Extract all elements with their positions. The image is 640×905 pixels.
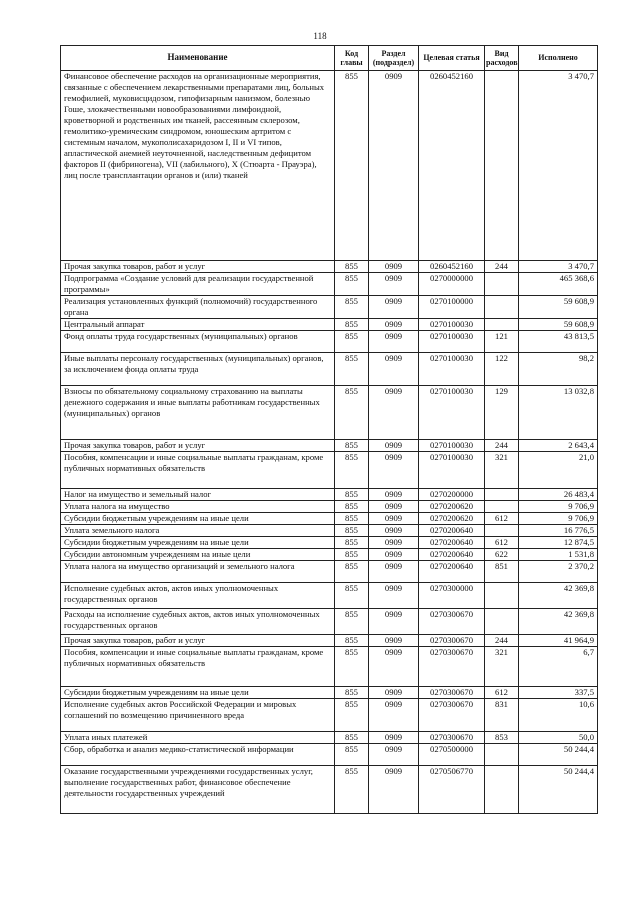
table-row (61, 261, 598, 273)
row-target-article-cell: 0270300670 (419, 635, 485, 647)
row-target-article-cell: 0260452160 (419, 261, 485, 273)
row-chapter-code-cell: 855 (335, 583, 369, 609)
row-executed-amount-cell: 98,2 (519, 353, 598, 386)
row-executed-amount-cell: 12 874,5 (519, 537, 598, 549)
row-section-cell: 0909 (369, 501, 419, 513)
row-expense-type-cell (485, 501, 519, 513)
row-target-article-cell: 0270100000 (419, 296, 485, 319)
row-chapter-code-cell: 855 (335, 766, 369, 814)
row-executed-amount-cell: 59 608,9 (519, 319, 598, 331)
table-row (61, 501, 598, 513)
row-chapter-code-cell: 855 (335, 635, 369, 647)
row-executed-amount-cell: 1 531,8 (519, 549, 598, 561)
row-name-cell: Прочая закупка товаров, работ и услуг (61, 261, 335, 273)
row-name-cell: Пособия, компенсации и иные социальные выплаты гражданам, кроме публичных нормативных обязательств (61, 452, 335, 489)
column-header-target-article: Целевая статья (419, 46, 485, 71)
row-target-article-cell: 0270300670 (419, 609, 485, 635)
row-section-cell: 0909 (369, 687, 419, 699)
table-row (61, 766, 598, 814)
row-chapter-code-cell: 855 (335, 609, 369, 635)
table-row (61, 273, 598, 296)
row-executed-amount-cell: 2 370,2 (519, 561, 598, 583)
row-executed-amount-cell: 3 470,7 (519, 71, 598, 261)
row-executed-amount-cell: 59 608,9 (519, 296, 598, 319)
row-executed-amount-cell: 42 369,8 (519, 583, 598, 609)
table-row (61, 296, 598, 319)
row-target-article-cell: 0270300670 (419, 732, 485, 744)
row-expense-type-cell (485, 319, 519, 331)
page-number: 118 (313, 31, 327, 41)
column-header-expense-type: Вид расходов (485, 46, 519, 71)
row-executed-amount-cell: 9 706,9 (519, 513, 598, 525)
row-section-cell: 0909 (369, 699, 419, 732)
table-row (61, 687, 598, 699)
column-header-executed: Исполнено (519, 46, 598, 71)
row-target-article-cell: 0270506770 (419, 766, 485, 814)
row-executed-amount-cell: 16 776,5 (519, 525, 598, 537)
row-name-cell: Пособия, компенсации и иные социальные выплаты гражданам, кроме публичных нормативных обязательств (61, 647, 335, 687)
row-section-cell: 0909 (369, 537, 419, 549)
row-section-cell: 0909 (369, 273, 419, 296)
row-target-article-cell: 0270200620 (419, 513, 485, 525)
row-section-cell: 0909 (369, 647, 419, 687)
row-name-cell: Субсидии бюджетным учреждениям на иные цели (61, 687, 335, 699)
row-chapter-code-cell: 855 (335, 561, 369, 583)
table-row (61, 699, 598, 732)
row-expense-type-cell: 612 (485, 537, 519, 549)
table-row (61, 583, 598, 609)
row-expense-type-cell: 321 (485, 452, 519, 489)
row-target-article-cell: 0270200620 (419, 501, 485, 513)
row-target-article-cell: 0270300670 (419, 687, 485, 699)
row-section-cell: 0909 (369, 525, 419, 537)
row-chapter-code-cell: 855 (335, 319, 369, 331)
row-name-cell: Сбор, обработка и анализ медико-статистической информации (61, 744, 335, 766)
table-row (61, 609, 598, 635)
row-executed-amount-cell: 21,0 (519, 452, 598, 489)
row-expense-type-cell (485, 296, 519, 319)
row-executed-amount-cell: 3 470,7 (519, 261, 598, 273)
row-expense-type-cell (485, 583, 519, 609)
row-section-cell: 0909 (369, 452, 419, 489)
row-section-cell: 0909 (369, 489, 419, 501)
table-row (61, 525, 598, 537)
table-row (61, 744, 598, 766)
row-expense-type-cell: 121 (485, 331, 519, 353)
row-executed-amount-cell: 50,0 (519, 732, 598, 744)
table-row (61, 489, 598, 501)
row-executed-amount-cell: 43 813,5 (519, 331, 598, 353)
row-expense-type-cell (485, 525, 519, 537)
row-name-cell: Субсидии автономным учреждениям на иные цели (61, 549, 335, 561)
row-section-cell: 0909 (369, 766, 419, 814)
row-chapter-code-cell: 855 (335, 71, 369, 261)
row-executed-amount-cell: 50 244,4 (519, 744, 598, 766)
row-section-cell: 0909 (369, 549, 419, 561)
row-executed-amount-cell: 6,7 (519, 647, 598, 687)
row-target-article-cell: 0270100030 (419, 440, 485, 452)
row-section-cell: 0909 (369, 386, 419, 440)
row-chapter-code-cell: 855 (335, 513, 369, 525)
row-executed-amount-cell: 337,5 (519, 687, 598, 699)
row-section-cell: 0909 (369, 440, 419, 452)
row-chapter-code-cell: 855 (335, 537, 369, 549)
row-target-article-cell: 0270300670 (419, 647, 485, 687)
row-target-article-cell: 0270100030 (419, 386, 485, 440)
row-expense-type-cell: 612 (485, 513, 519, 525)
row-executed-amount-cell: 2 643,4 (519, 440, 598, 452)
row-target-article-cell: 0270300670 (419, 699, 485, 732)
row-executed-amount-cell: 9 706,9 (519, 501, 598, 513)
row-expense-type-cell (485, 744, 519, 766)
row-expense-type-cell: 122 (485, 353, 519, 386)
row-expense-type-cell: 244 (485, 635, 519, 647)
row-executed-amount-cell: 13 032,8 (519, 386, 598, 440)
row-chapter-code-cell: 855 (335, 687, 369, 699)
row-section-cell: 0909 (369, 635, 419, 647)
row-expense-type-cell: 612 (485, 687, 519, 699)
row-name-cell: Уплата налога на имущество (61, 501, 335, 513)
row-expense-type-cell: 129 (485, 386, 519, 440)
row-name-cell: Исполнение судебных актов Российской Федерации и мировых соглашений по возмещению причиненного вреда (61, 699, 335, 732)
row-chapter-code-cell: 855 (335, 501, 369, 513)
row-name-cell: Исполнение судебных актов, актов иных уполномоченных государственных органов (61, 583, 335, 609)
row-section-cell: 0909 (369, 513, 419, 525)
row-target-article-cell: 0270000000 (419, 273, 485, 296)
row-chapter-code-cell: 855 (335, 261, 369, 273)
row-executed-amount-cell: 26 483,4 (519, 489, 598, 501)
row-section-cell: 0909 (369, 261, 419, 273)
row-target-article-cell: 0270100030 (419, 353, 485, 386)
row-chapter-code-cell: 855 (335, 331, 369, 353)
row-section-cell: 0909 (369, 331, 419, 353)
row-expense-type-cell: 244 (485, 440, 519, 452)
row-chapter-code-cell: 855 (335, 647, 369, 687)
row-chapter-code-cell: 855 (335, 296, 369, 319)
row-name-cell: Субсидии бюджетным учреждениям на иные цели (61, 513, 335, 525)
row-section-cell: 0909 (369, 609, 419, 635)
row-target-article-cell: 0270100030 (419, 319, 485, 331)
column-header-section: Раздел (подраздел) (369, 46, 419, 71)
table-row (61, 386, 598, 440)
row-section-cell: 0909 (369, 71, 419, 261)
row-expense-type-cell (485, 71, 519, 261)
row-expense-type-cell: 321 (485, 647, 519, 687)
row-executed-amount-cell: 50 244,4 (519, 766, 598, 814)
row-chapter-code-cell: 855 (335, 744, 369, 766)
row-name-cell: Оказание государственными учреждениями государственных услуг, выполнение государственных работ, финансовое обеспечение деятельности государственных учреждений (61, 766, 335, 814)
table-row (61, 537, 598, 549)
row-target-article-cell: 0270200640 (419, 549, 485, 561)
row-name-cell: Фонд оплаты труда государственных (муниципальных) органов (61, 331, 335, 353)
row-target-article-cell: 0270100030 (419, 452, 485, 489)
row-section-cell: 0909 (369, 583, 419, 609)
table-row (61, 647, 598, 687)
row-expense-type-cell (485, 273, 519, 296)
row-name-cell: Взносы по обязательному социальному страхованию на выплаты денежного содержания и иные выплаты работникам государственных (муниципальных) органов (61, 386, 335, 440)
row-expense-type-cell (485, 609, 519, 635)
table-row (61, 452, 598, 489)
row-target-article-cell: 0270100030 (419, 331, 485, 353)
row-executed-amount-cell: 465 368,6 (519, 273, 598, 296)
row-chapter-code-cell: 855 (335, 273, 369, 296)
row-name-cell: Реализация установленных функций (полномочий) государственного органа (61, 296, 335, 319)
table-row (61, 732, 598, 744)
row-name-cell: Подпрограмма «Создание условий для реализации государственной программы» (61, 273, 335, 296)
row-target-article-cell: 0270300000 (419, 583, 485, 609)
row-target-article-cell: 0270200640 (419, 525, 485, 537)
row-section-cell: 0909 (369, 561, 419, 583)
table-row (61, 440, 598, 452)
row-chapter-code-cell: 855 (335, 549, 369, 561)
row-chapter-code-cell: 855 (335, 353, 369, 386)
row-expense-type-cell: 853 (485, 732, 519, 744)
row-chapter-code-cell: 855 (335, 732, 369, 744)
row-expense-type-cell: 851 (485, 561, 519, 583)
budget-execution-table (60, 45, 598, 814)
row-section-cell: 0909 (369, 732, 419, 744)
row-chapter-code-cell: 855 (335, 525, 369, 537)
row-target-article-cell: 0270200000 (419, 489, 485, 501)
row-target-article-cell: 0270500000 (419, 744, 485, 766)
row-expense-type-cell: 244 (485, 261, 519, 273)
table-header-row (61, 46, 598, 71)
table-row (61, 331, 598, 353)
row-chapter-code-cell: 855 (335, 440, 369, 452)
column-header-chapter-code: Код главы (335, 46, 369, 71)
column-header-name: Наименование (61, 46, 335, 71)
row-executed-amount-cell: 41 964,9 (519, 635, 598, 647)
table-row (61, 353, 598, 386)
row-chapter-code-cell: 855 (335, 489, 369, 501)
row-name-cell: Центральный аппарат (61, 319, 335, 331)
row-target-article-cell: 0270200640 (419, 537, 485, 549)
row-name-cell: Прочая закупка товаров, работ и услуг (61, 440, 335, 452)
row-name-cell: Прочая закупка товаров, работ и услуг (61, 635, 335, 647)
row-expense-type-cell (485, 489, 519, 501)
row-target-article-cell: 0270200640 (419, 561, 485, 583)
row-name-cell: Уплата налога на имущество организаций и земельного налога (61, 561, 335, 583)
row-section-cell: 0909 (369, 744, 419, 766)
row-section-cell: 0909 (369, 296, 419, 319)
row-executed-amount-cell: 10,6 (519, 699, 598, 732)
row-name-cell: Субсидии бюджетным учреждениям на иные цели (61, 537, 335, 549)
row-name-cell: Финансовое обеспечение расходов на организационные мероприятия, связанные с обеспечением лекарственными препаратами лиц, больных гемофилией, муковисцидозом, гипофизарным нанизмом, болезнью Гоше, злокачественными новообразованиями лимфоидной, кроветворной и родственных им тканей, рассеянным склерозом, гемолитико-уремическим синдромом, юношеским артритом с системным началом, мукополисахаридозом I, II и VI типов, апластической анемией неуточненной, наследственным дефицитом факторов II (фибриногена), VII (лабильного), X (Стюарта - Прауэра), лиц после трансплантации органов и (или) тканей (61, 71, 335, 261)
table-row (61, 561, 598, 583)
row-name-cell: Расходы на исполнение судебных актов, актов иных уполномоченных государственных органов (61, 609, 335, 635)
row-name-cell: Уплата иных платежей (61, 732, 335, 744)
table-row (61, 513, 598, 525)
row-executed-amount-cell: 42 369,8 (519, 609, 598, 635)
row-chapter-code-cell: 855 (335, 452, 369, 489)
row-expense-type-cell (485, 766, 519, 814)
row-target-article-cell: 0260452160 (419, 71, 485, 261)
row-section-cell: 0909 (369, 319, 419, 331)
row-chapter-code-cell: 855 (335, 699, 369, 732)
table-row (61, 635, 598, 647)
table-body (61, 71, 598, 814)
row-expense-type-cell: 831 (485, 699, 519, 732)
table-row (61, 319, 598, 331)
row-name-cell: Иные выплаты персоналу государственных (муниципальных) органов, за исключением фонда оплаты труда (61, 353, 335, 386)
row-chapter-code-cell: 855 (335, 386, 369, 440)
row-name-cell: Уплата земельного налога (61, 525, 335, 537)
table-row (61, 71, 598, 261)
row-expense-type-cell: 622 (485, 549, 519, 561)
row-name-cell: Налог на имущество и земельный налог (61, 489, 335, 501)
row-section-cell: 0909 (369, 353, 419, 386)
table-row (61, 549, 598, 561)
